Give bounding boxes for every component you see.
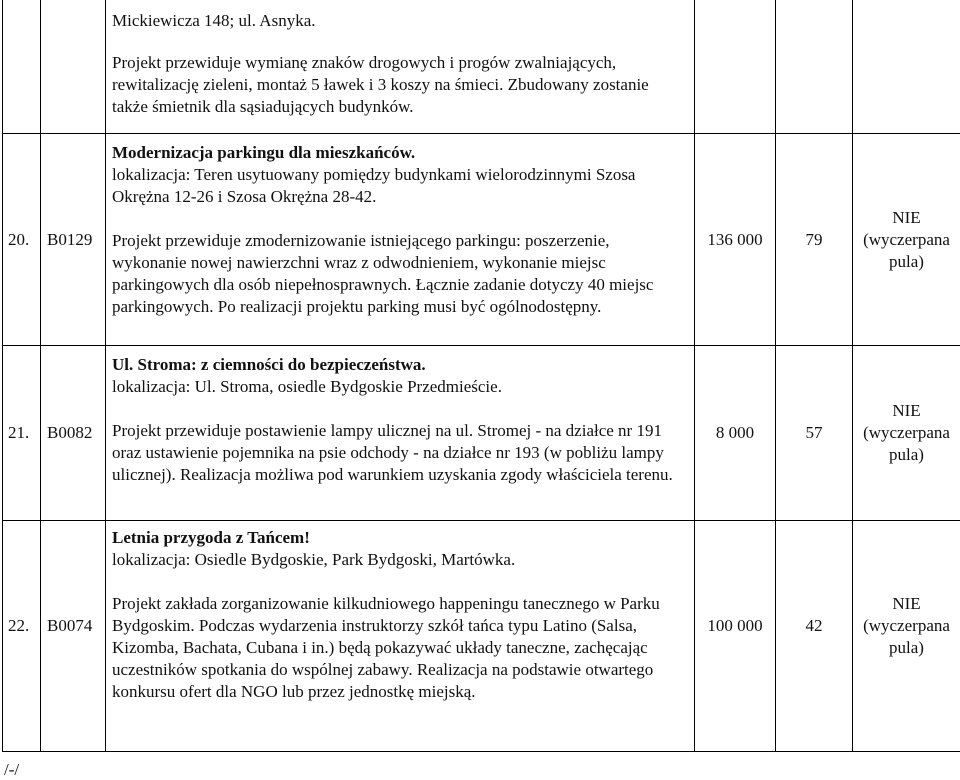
row-22-votes: 42 bbox=[805, 616, 823, 635]
row-20-title: Modernizacja parkingu dla mieszkańców. bbox=[112, 143, 416, 162]
row-20-text: Projekt przewiduje zmodernizowanie istniejącego parkingu: poszerzenie, wykonanie nowej nawierzchni wraz z odwodnieniem, wykonanie miejsc parkingowych dla osób niepełnosprawnych. Łącznie zadanie dotyczy 40 miejsc parkingowych. Po realizacji projektu parking musi być ogólnodostępny. bbox=[112, 231, 654, 316]
row-21-status-3: pula) bbox=[889, 445, 924, 464]
row-21-votes: 57 bbox=[805, 423, 823, 442]
row-21-code: B0082 bbox=[47, 423, 93, 442]
row-21-description bbox=[112, 354, 687, 486]
row-21-location: lokalizacja: Ul. Stroma, osiedle Bydgoskie Przedmieście. bbox=[112, 377, 502, 396]
row-21-cost: 8 000 bbox=[715, 423, 755, 442]
top-row-text: Projekt przewiduje wymianę znaków drogowych i progów zwalniających, rewitalizację zieleni, montaż 5 ławek i 3 koszy na śmieci. Zbudowany zostanie także śmietnik dla sąsiadujących budynków. bbox=[112, 53, 649, 116]
row-20-lp: 20. bbox=[8, 230, 30, 249]
row-20-location: lokalizacja: Teren usytuowany pomiędzy budynkami wielorodzinnymi Szosa Okrężna 12-26 i Szosa Okrężna 28-42. bbox=[112, 165, 636, 206]
row-20-status-3: pula) bbox=[889, 252, 924, 271]
row-22-code: B0074 bbox=[47, 616, 93, 635]
row-21-lp: 21. bbox=[8, 423, 30, 442]
top-row-location: Mickiewicza 148; ul. Asnyka. bbox=[112, 11, 316, 30]
row-22-status-2: (wyczerpana bbox=[863, 616, 950, 635]
row-22-lp: 22. bbox=[8, 616, 30, 635]
row-21-text: Projekt przewiduje postawienie lampy ulicznej na ul. Stromej - na działce nr 191 oraz ustawienie pojemnika na psie odchody - na działce nr 193 (w pobliżu lampy ulicznej). Realizacja możliwa pod warunkiem uzyskania zgody właściciela terenu. bbox=[112, 421, 673, 484]
row-22-description bbox=[112, 527, 687, 703]
row-21-status-2: (wyczerpana bbox=[863, 423, 950, 442]
row-21-status bbox=[853, 400, 960, 466]
row-separator-3 bbox=[2, 520, 960, 521]
row-20-votes: 79 bbox=[805, 230, 823, 249]
row-22-title: Letnia przygoda z Tańcem! bbox=[112, 528, 310, 547]
top-row-description bbox=[112, 10, 687, 118]
row-22-location: lokalizacja: Osiedle Bydgoskie, Park Bydgoski, Martówka. bbox=[112, 550, 516, 569]
row-separator-2 bbox=[2, 345, 960, 346]
row-20-status-1: NIE bbox=[892, 208, 921, 227]
table-border-bottom bbox=[2, 751, 960, 752]
row-22-text: Projekt zakłada zorganizowanie kilkudniowego happeningu tanecznego w Parku Bydgoskim. Podczas wydarzenia instruktorzy szkół tańca typu Latino (Salsa, Kizomba, Bachata, Cubana i in.) będą pokazywać układy taneczne, zachęcając uczestników spotkania do wspólnej zabawy. Realizacja na podstawie otwartego konkursu ofert dla NGO lub przez jednostkę miejską. bbox=[112, 594, 660, 701]
table-divider-lp bbox=[40, 0, 41, 752]
table-divider-code bbox=[105, 0, 106, 752]
row-22-status-1: NIE bbox=[892, 594, 921, 613]
row-22-status-3: pula) bbox=[889, 638, 924, 657]
row-21-status-1: NIE bbox=[892, 401, 921, 420]
row-20-description bbox=[112, 142, 687, 318]
row-20-status-2: (wyczerpana bbox=[863, 230, 950, 249]
row-22-cost: 100 000 bbox=[707, 616, 763, 635]
row-22-status bbox=[853, 593, 960, 659]
row-separator-1 bbox=[2, 133, 960, 134]
row-20-code: B0129 bbox=[47, 230, 93, 249]
table-border-left bbox=[2, 0, 3, 752]
page-footer-mark: /-/ bbox=[4, 760, 20, 779]
row-21-title: Ul. Stroma: z ciemności do bezpieczeństwa. bbox=[112, 355, 426, 374]
table-divider-cost bbox=[775, 0, 776, 752]
table-divider-desc bbox=[694, 0, 695, 752]
row-20-status bbox=[853, 207, 960, 273]
row-20-cost: 136 000 bbox=[707, 230, 763, 249]
